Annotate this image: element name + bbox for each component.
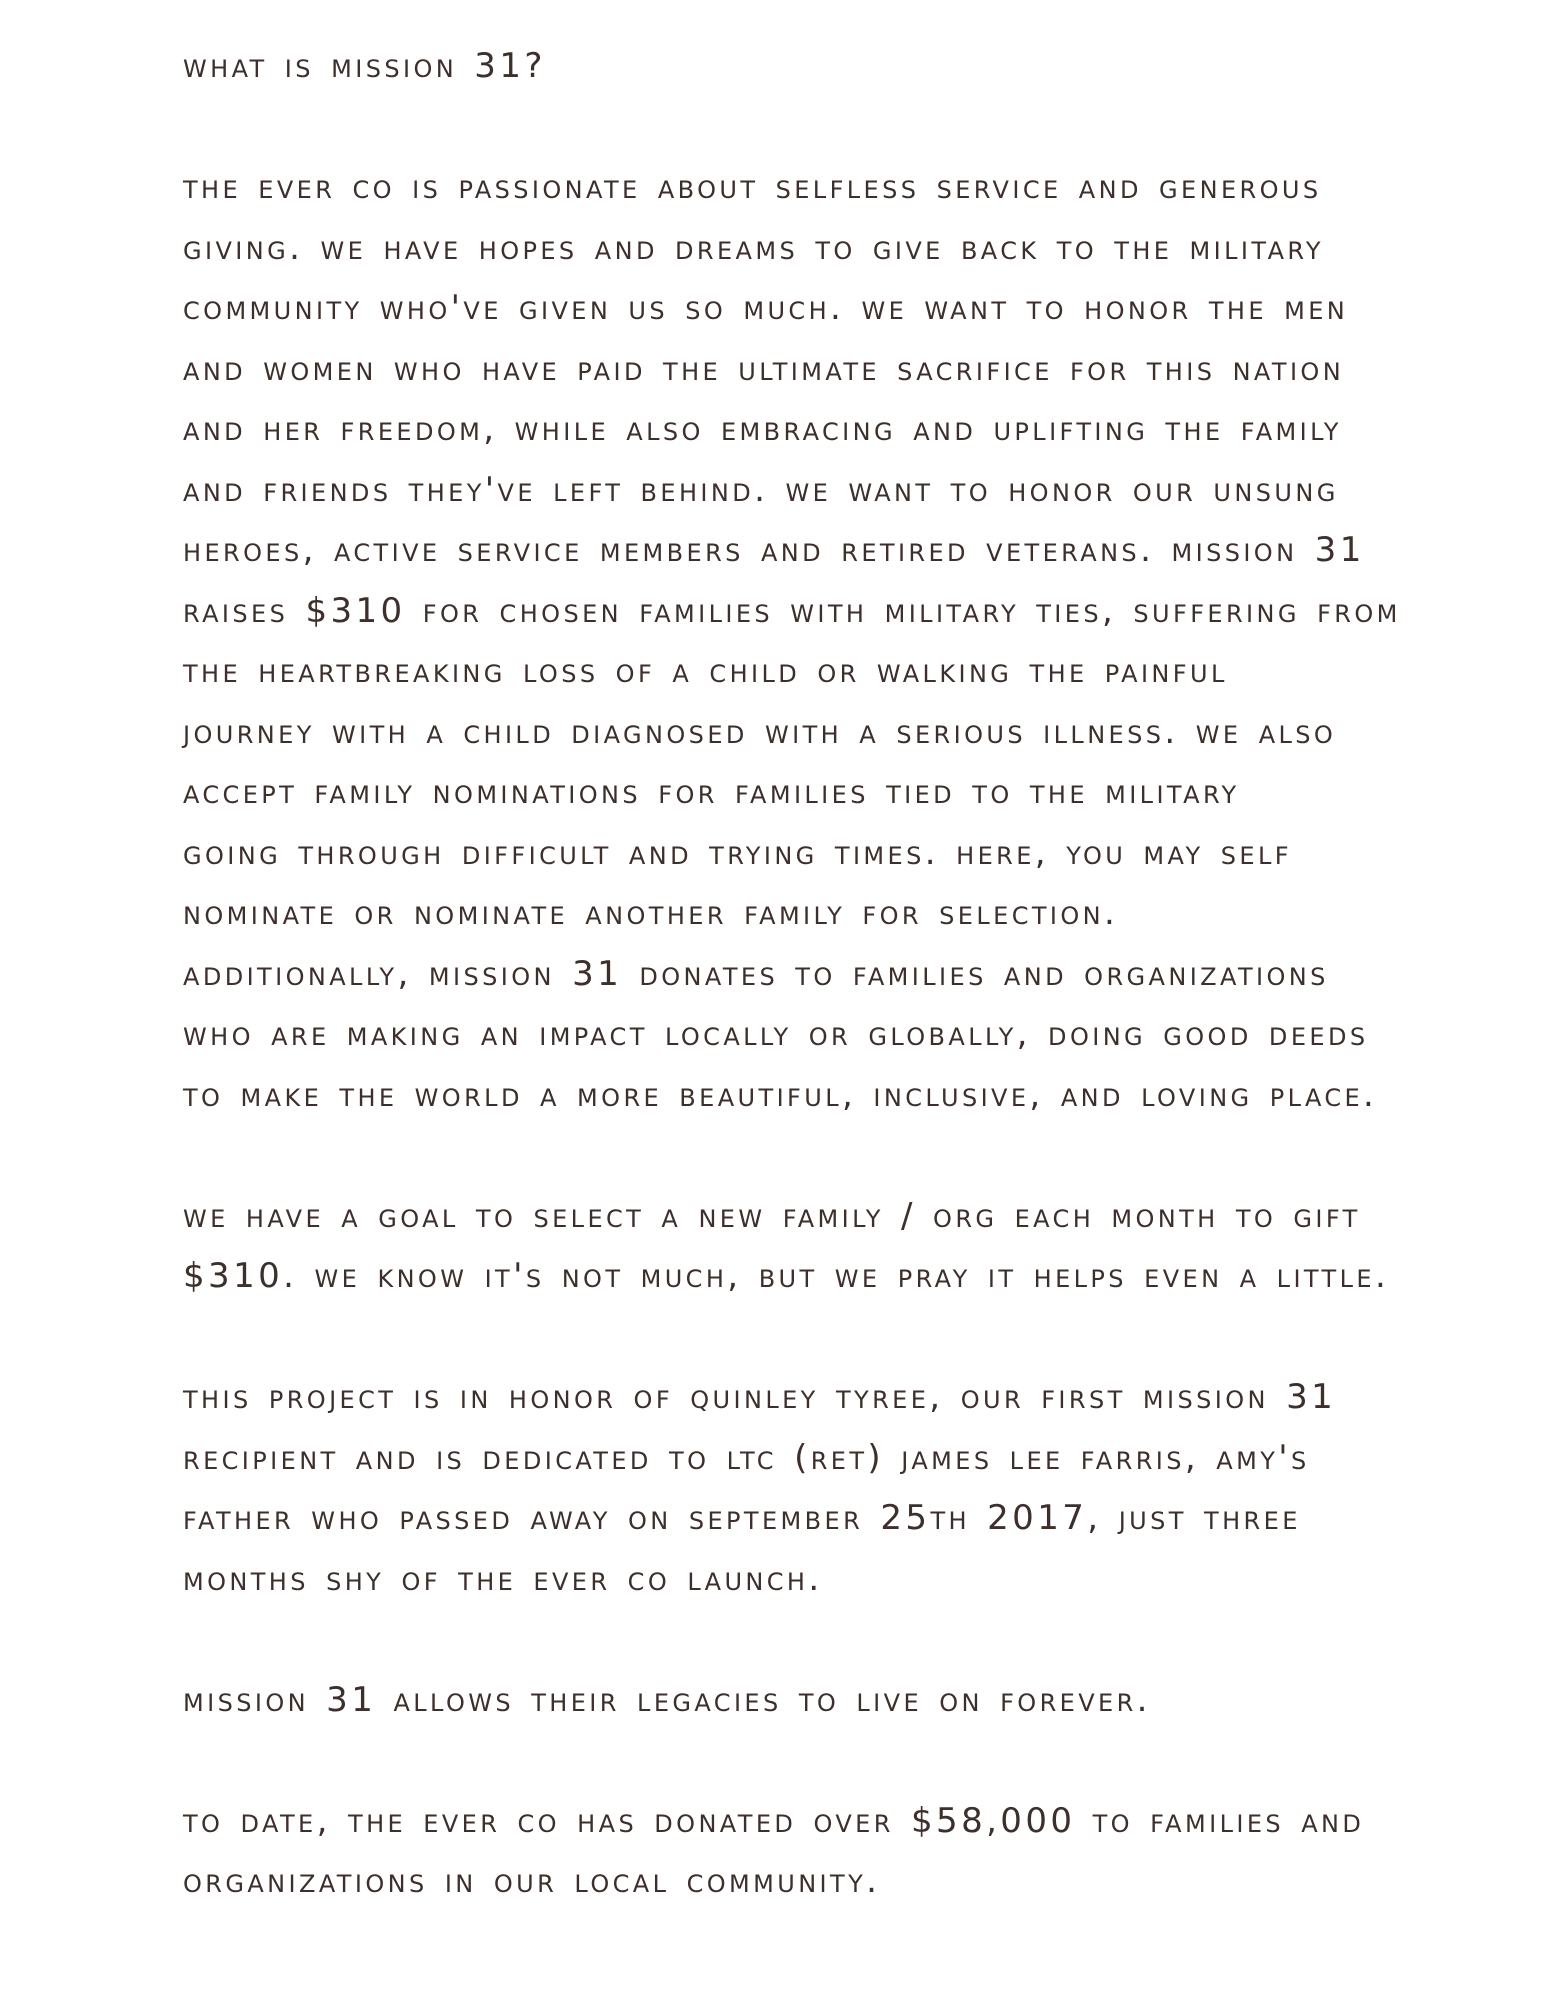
text-line: journey with a child diagnosed with a serious illness. we also <box>183 711 1337 752</box>
text-line: to make the world a more beautiful, inclusive, and loving place. <box>183 1074 1378 1115</box>
text-line: heroes, active service members and retired veterans. mission 31 <box>183 530 1365 570</box>
paragraph <box>183 1791 1383 1912</box>
text-line: community who've given us so much. we want to honor the men <box>183 288 1349 328</box>
text-line: and friends they've left behind. we want to honor our unsung <box>183 469 1339 510</box>
text-line: father who passed away on september 25th 2017, just three <box>183 1498 1301 1538</box>
text-line: the heartbreaking loss of a child or walking the painful <box>183 651 1228 691</box>
text-line: and her freedom, while also embracing and uplifting the family <box>183 409 1342 449</box>
text-line: organizations in our local community. <box>183 1861 881 1901</box>
paragraph <box>183 1670 1383 1731</box>
page-title: what is mission 31? <box>183 46 546 86</box>
text-line: accept family nominations for families tied to the military <box>183 772 1240 812</box>
text-line: going through difficult and trying times. here, you may self <box>183 832 1292 873</box>
text-line: additionally, mission 31 donates to families and organizations <box>183 953 1329 994</box>
text-line: who are making an impact locally or globally, doing good deeds <box>183 1014 1369 1054</box>
paragraph <box>183 1367 1383 1609</box>
text-line: $310. we know it's not much, but we pray it helps even a little. <box>183 1256 1390 1296</box>
text-line: nominate or nominate another family for selection. <box>183 893 1119 933</box>
document-body <box>183 36 1401 1972</box>
text-line: mission 31 allows their legacies to live on forever. <box>183 1679 1151 1720</box>
text-line: this project is in honor of quinley tyree, our first mission 31 <box>183 1377 1337 1417</box>
text-line: the ever co is passionate about selfless service and generous <box>183 167 1322 207</box>
text-line: recipient and is dedicated to ltc (ret) james lee farris, amy's <box>183 1437 1310 1478</box>
text-line: giving. we have hopes and dreams to give back to the military <box>183 227 1324 268</box>
text-line: months shy of the ever co launch. <box>183 1558 823 1599</box>
text-line: we have a goal to select a new family / org each month to gift <box>183 1195 1361 1236</box>
text-line: to date, the ever co has donated over $58,000 to families and <box>183 1800 1365 1841</box>
text-line: raises $310 for chosen families with military ties, suffering from <box>183 590 1401 631</box>
paragraph <box>183 1186 1390 1307</box>
paragraph-list <box>183 157 1401 1912</box>
text-line: and women who have paid the ultimate sacrifice for this nation <box>183 348 1345 389</box>
paragraph <box>183 157 1401 1125</box>
